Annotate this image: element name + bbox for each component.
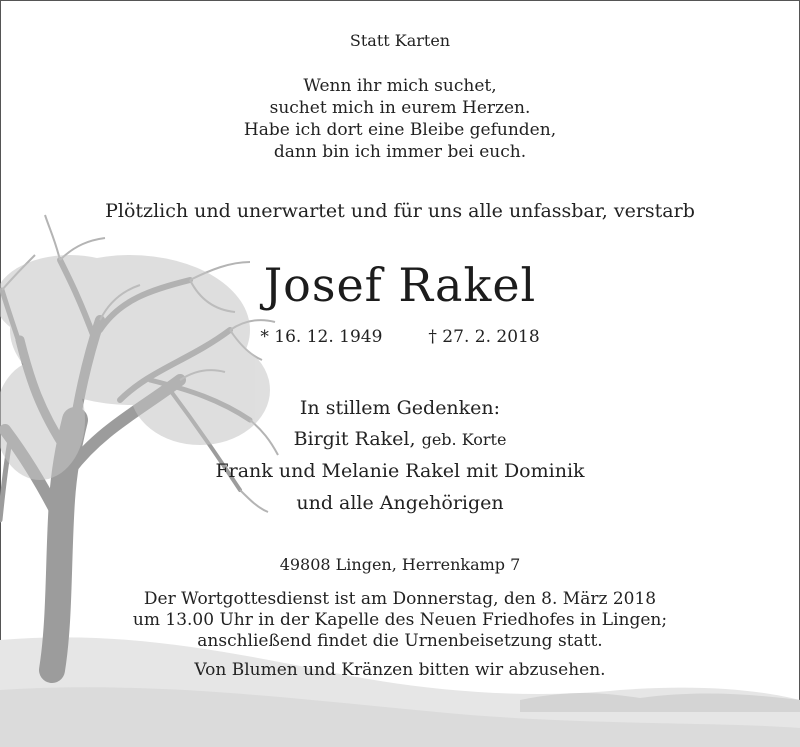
address: 49808 Lingen, Herrenkamp 7 [279,555,521,574]
verse-line: Habe ich dort eine Bleibe gefunden, [243,120,557,140]
meadow-ground [0,637,800,747]
service-line: um 13.00 Uhr in der Kapelle des Neuen Friedhofes in Lingen; [132,610,668,630]
birth-date: * 16. 12. 1949 [260,327,383,347]
spouse-line [0,428,800,450]
flowers-note: Von Blumen und Kränzen bitten wir abzusehen. [194,660,606,680]
deceased-name: Josef Rakel [263,258,537,312]
service-line: Der Wortgottesdienst ist am Donnerstag, den 8. März 2018 [143,589,657,609]
life-dates [0,327,800,347]
spouse-maiden-name: geb. Korte [421,430,507,449]
verse-line: suchet mich in eurem Herzen. [269,98,531,118]
statt-karten-label: Statt Karten [349,31,451,50]
death-date: † 27. 2. 2018 [428,327,540,347]
children-line: Frank und Melanie Rakel mit Dominik [215,460,585,482]
verse-line: dann bin ich immer bei euch. [273,142,527,162]
service-line: anschließend findet die Urnenbeisetzung statt. [197,631,603,651]
mourners-heading: In stillem Gedenken: [299,397,501,419]
verse-line: Wenn ihr mich suchet, [303,76,497,96]
intro-text: Plötzlich und unerwartet und für uns alle unfassbar, verstarb [105,200,695,222]
spouse-name: Birgit Rakel, [293,428,416,450]
relatives-line: und alle Angehörigen [296,492,504,514]
